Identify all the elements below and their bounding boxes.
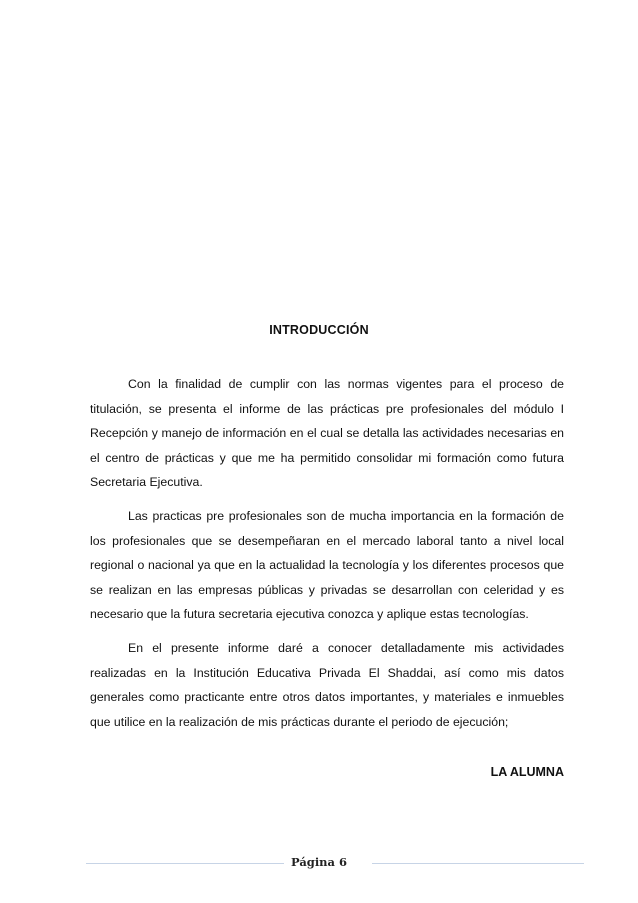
paragraph-1: Con la finalidad de cumplir con las normas vigentes para el proceso de titulación, se presenta el informe de las prácticas pre profesionales del módulo I Recepción y manejo de información en el cual se detalla las actividades necesarias en el centro de prácticas y que me ha permitido consolidar mi formación como futura Secretaria Ejecutiva. — [90, 377, 564, 490]
signature: LA ALUMNA — [490, 765, 564, 779]
introduction-body — [90, 372, 564, 743]
paragraph-2: Las practicas pre profesionales son de mucha importancia en la formación de los profesionales que se desempeñaran en el mercado laboral tanto a nivel local regional o nacional ya que en la actualidad la tecnología y los diferentes procesos que se realizan en las empresas públicas y privadas se desarrollan con celeridad y es necesario que la futura secretaria ejecutiva conozca y aplique estas tecnologías. — [90, 508, 564, 622]
document-title: INTRODUCCIÓN — [269, 323, 369, 337]
paragraph-3: En el presente informe daré a conocer detalladamente mis actividades realizadas en la Institución Educativa Privada El Shaddai, así como mis datos generales como practicante entre otros datos importantes, y materiales e inmuebles que utilice en la realización de mis prácticas durante el periodo de ejecución; — [90, 640, 564, 729]
page-number: Página 6 — [290, 855, 348, 869]
